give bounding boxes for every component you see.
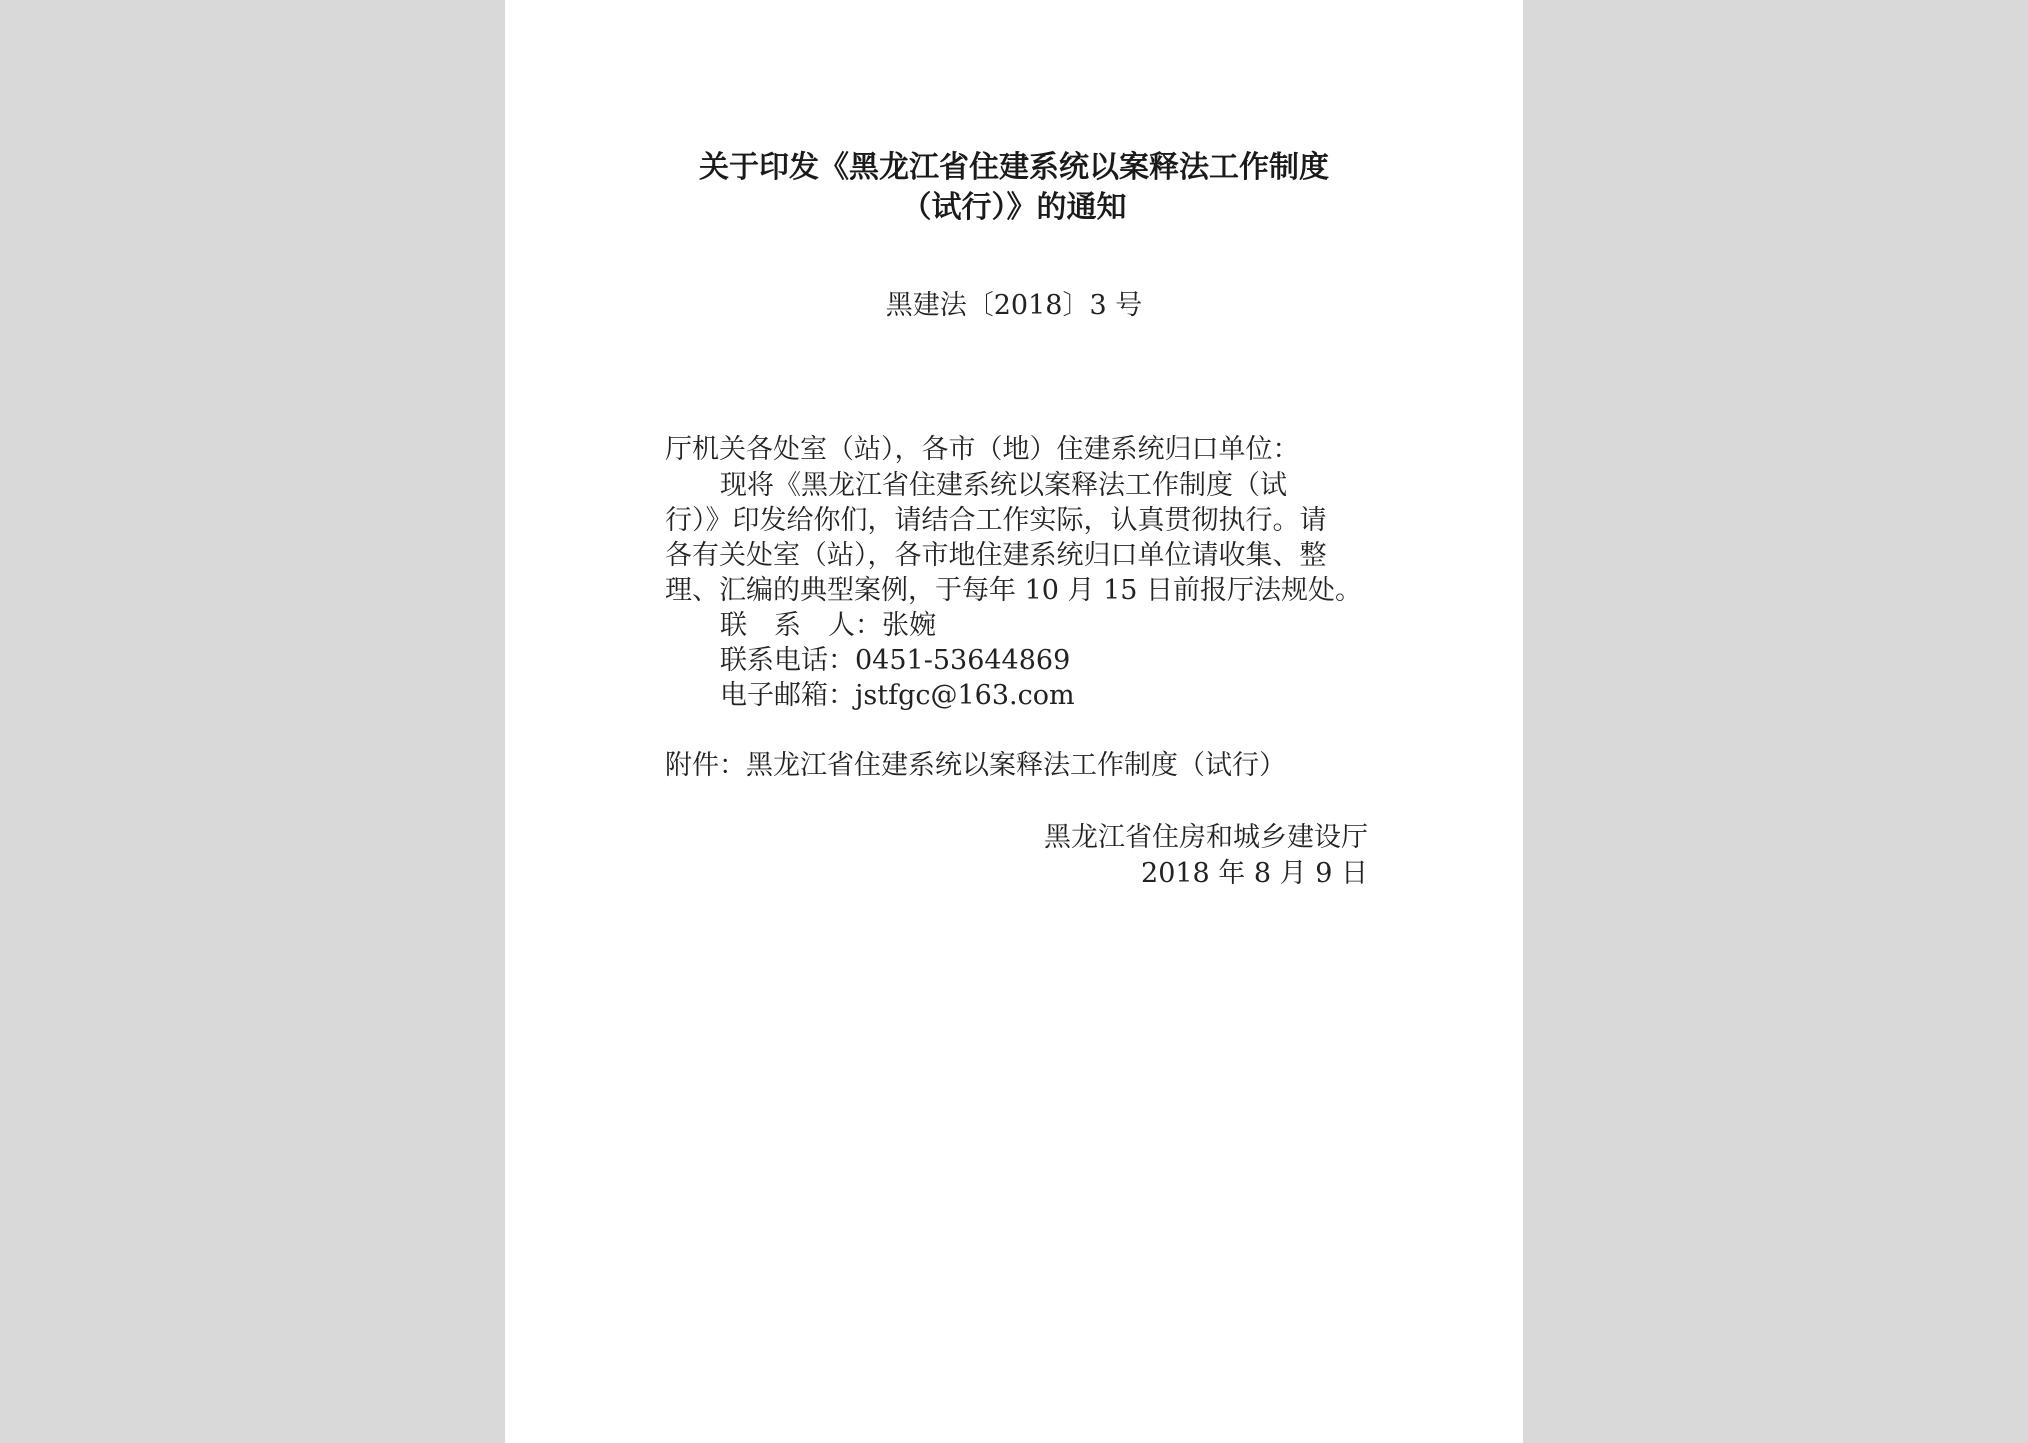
salutation: 厅机关各处室（站），各市（地）住建系统归口单位： [665, 434, 1300, 465]
document-page [505, 0, 1523, 1443]
document-title-line-2: （试行）》的通知 [901, 190, 1127, 225]
contact-phone: 联系电话：0451-53644869 [720, 645, 1071, 676]
contact-email: 电子邮箱：jstfgc@163.com [720, 680, 1075, 711]
document-title-line-1: 关于印发《黑龙江省住建系统以案释法工作制度 [699, 150, 1329, 185]
body-line-3: 各有关处室（站），各市地住建系统归口单位请收集、整 [665, 540, 1327, 571]
body-line-2: 行）》印发给你们，请结合工作实际，认真贯彻执行。请 [665, 505, 1327, 536]
document-number: 黑建法〔2018〕3 号 [885, 290, 1143, 321]
body-line-1: 现将《黑龙江省住建系统以案释法工作制度（试 [720, 470, 1287, 501]
contact-person: 联 系 人：张婉 [720, 610, 936, 641]
attachment-line: 附件：黑龙江省住建系统以案释法工作制度（试行） [665, 750, 1286, 781]
issue-date: 2018 年 8 月 9 日 [1141, 858, 1368, 889]
body-line-4: 理、汇编的典型案例，于每年 10 月 15 日前报厅法规处。 [665, 575, 1363, 606]
issuer: 黑龙江省住房和城乡建设厅 [1044, 822, 1368, 853]
